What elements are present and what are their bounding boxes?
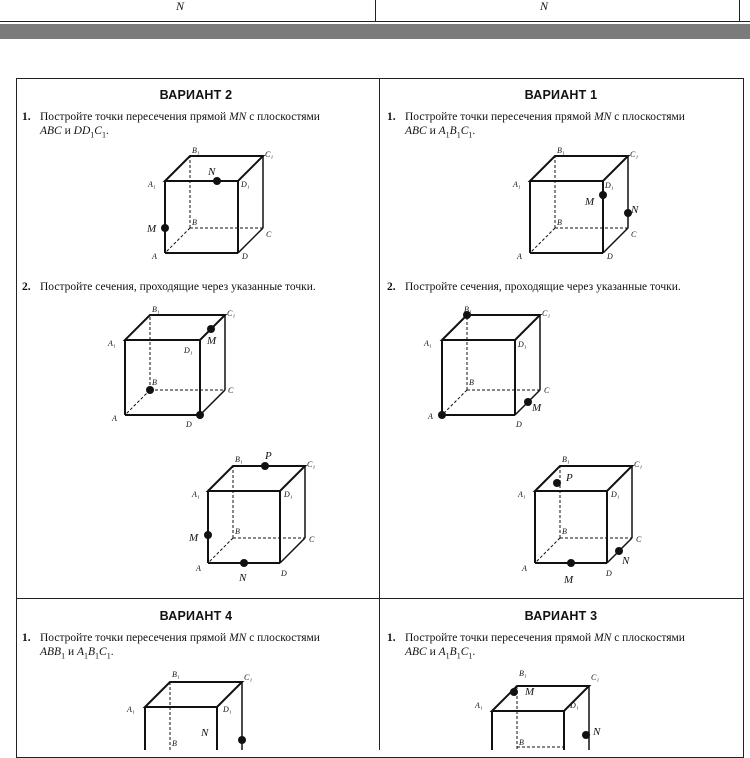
svg-text:P: P: [566, 472, 573, 484]
variant-4-heading: ВАРИАНТ 4: [159, 609, 233, 623]
svg-text:A: A: [522, 564, 527, 573]
task-number: 1.: [22, 632, 31, 644]
svg-text:D₁: D₁: [570, 701, 579, 710]
svg-text:D₁: D₁: [241, 180, 250, 189]
svg-text:A₁: A₁: [108, 339, 116, 348]
svg-text:A: A: [152, 252, 157, 261]
point-n: [582, 731, 590, 739]
svg-text:D₁: D₁: [611, 490, 620, 499]
svg-text:D₁: D₁: [184, 346, 193, 355]
task-text: Постройте сечения, проходящие через указанные точки.: [40, 281, 316, 293]
svg-text:B: B: [235, 527, 240, 536]
point-m: [567, 559, 575, 567]
svg-text:B₁: B₁: [464, 305, 472, 314]
variant-4-task-1: [22, 632, 377, 662]
point-m: [207, 325, 215, 333]
svg-text:N: N: [593, 726, 601, 738]
svg-text:N: N: [239, 572, 247, 584]
svg-text:C₁: C₁: [244, 673, 253, 682]
svg-text:B₁: B₁: [152, 305, 160, 314]
svg-text:N: N: [208, 166, 216, 178]
cube-figure-v1-1: [505, 145, 655, 265]
svg-text:D₁: D₁: [284, 490, 293, 499]
svg-text:C₁: C₁: [265, 150, 274, 159]
point-m: [510, 688, 518, 696]
svg-text:A₁: A₁: [518, 490, 526, 499]
svg-text:B₁: B₁: [562, 455, 570, 464]
top-left-label: N: [176, 0, 185, 13]
svg-text:M: M: [585, 196, 595, 208]
variant-1-task-2: [387, 281, 742, 296]
variant-2-heading: ВАРИАНТ 2: [159, 88, 233, 102]
cube-figure-v2-3: [185, 450, 335, 585]
svg-text:A: A: [428, 412, 433, 421]
svg-text:B₁: B₁: [192, 146, 200, 155]
point-p: [553, 479, 561, 487]
point-m: [204, 531, 212, 539]
svg-text:M: M: [207, 335, 217, 347]
svg-text:B: B: [519, 738, 524, 747]
task-text: Постройте точки пересечения прямой MN с плоскостями ABC и $DD_1C_1$.: [40, 111, 320, 139]
svg-text:D: D: [516, 420, 522, 429]
page-separator: [0, 24, 750, 39]
table-column-divider: [379, 78, 380, 750]
svg-text:B: B: [152, 378, 157, 387]
svg-text:D: D: [242, 252, 248, 261]
point-p: [261, 462, 269, 470]
task-number: 2.: [387, 281, 396, 293]
svg-text:A: A: [196, 564, 201, 573]
svg-text:N: N: [201, 727, 209, 739]
svg-text:C₁: C₁: [591, 673, 600, 682]
svg-text:B₁: B₁: [519, 669, 527, 678]
svg-text:D₁: D₁: [223, 705, 232, 714]
cube-figure-v1-2: [420, 305, 570, 430]
svg-text:M: M: [189, 532, 199, 544]
point-m: [524, 398, 532, 406]
svg-text:M: M: [147, 223, 157, 235]
svg-text:A: A: [517, 252, 522, 261]
svg-text:A₁: A₁: [127, 705, 135, 714]
variant-1-heading: ВАРИАНТ 1: [524, 88, 598, 102]
svg-text:C: C: [544, 386, 550, 395]
svg-text:D₁: D₁: [518, 340, 527, 349]
point-a: [438, 411, 446, 419]
svg-text:C₁: C₁: [630, 150, 639, 159]
svg-text:B: B: [192, 218, 197, 227]
svg-text:C: C: [631, 230, 637, 239]
svg-text:A₁: A₁: [513, 180, 521, 189]
task-number: 1.: [387, 111, 396, 123]
svg-text:M: M: [525, 686, 535, 698]
top-right-label: N: [540, 0, 549, 13]
svg-text:M: M: [564, 574, 574, 586]
svg-text:A₁: A₁: [192, 490, 200, 499]
point-n: [615, 547, 623, 555]
task-number: 1.: [387, 632, 396, 644]
svg-text:N: N: [622, 555, 630, 567]
svg-text:C₁: C₁: [542, 309, 551, 318]
svg-text:P: P: [265, 450, 272, 462]
task-text: Постройте точки пересечения прямой MN с плоскостями ABC и $A_1B_1C_1$.: [405, 111, 685, 139]
point-b: [146, 386, 154, 394]
point-n: [238, 736, 246, 744]
task-text: Постройте точки пересечения прямой MN с плоскостями ABC и $A_1B_1C_1$.: [405, 632, 685, 660]
svg-text:N: N: [631, 204, 639, 216]
svg-text:A₁: A₁: [148, 180, 156, 189]
svg-text:B₁: B₁: [172, 670, 180, 679]
svg-text:B: B: [557, 218, 562, 227]
svg-text:A₁: A₁: [475, 701, 483, 710]
svg-text:D: D: [186, 420, 192, 429]
svg-text:M: M: [532, 402, 542, 414]
table-row-divider: [16, 598, 744, 599]
cube-figure-v2-1: [140, 145, 290, 265]
point-m: [599, 191, 607, 199]
svg-text:C: C: [266, 230, 272, 239]
variant-2-task-1: [22, 111, 372, 141]
svg-text:B: B: [172, 739, 177, 748]
point-d: [196, 411, 204, 419]
variant-1-task-1: [387, 111, 742, 141]
svg-text:A₁: A₁: [424, 339, 432, 348]
variant-3-heading: ВАРИАНТ 3: [524, 609, 598, 623]
svg-text:B₁: B₁: [235, 455, 243, 464]
svg-text:C: C: [636, 535, 642, 544]
svg-text:C₁: C₁: [307, 460, 316, 469]
cube-figure-v2-2: [108, 305, 258, 430]
svg-text:B: B: [562, 527, 567, 536]
svg-text:C₁: C₁: [227, 309, 236, 318]
task-text: Постройте точки пересечения прямой MN с плоскостями $ABB_1$ и $A_1B_1C_1$.: [40, 632, 320, 660]
previous-table-fragment: [0, 0, 750, 22]
svg-text:D: D: [607, 252, 613, 261]
point-n: [213, 177, 221, 185]
svg-text:C₁: C₁: [634, 460, 643, 469]
cube-figure-v3-1: [475, 668, 625, 750]
svg-text:C: C: [228, 386, 234, 395]
task-number: 1.: [22, 111, 31, 123]
point-m: [161, 224, 169, 232]
variant-2-task-2: [22, 281, 377, 296]
svg-text:A: A: [112, 414, 117, 423]
cube-figure-v4-1: [115, 668, 265, 750]
svg-text:B: B: [469, 378, 474, 387]
svg-text:D₁: D₁: [605, 181, 614, 190]
svg-text:C: C: [309, 535, 315, 544]
svg-text:B₁: B₁: [557, 146, 565, 155]
variant-3-task-1: [387, 632, 742, 662]
task-text: Постройте сечения, проходящие через указанные точки.: [405, 281, 681, 293]
svg-text:D: D: [606, 569, 612, 578]
cube-figure-v1-3: [510, 450, 660, 585]
svg-text:D: D: [281, 569, 287, 578]
point-n: [240, 559, 248, 567]
task-number: 2.: [22, 281, 31, 293]
